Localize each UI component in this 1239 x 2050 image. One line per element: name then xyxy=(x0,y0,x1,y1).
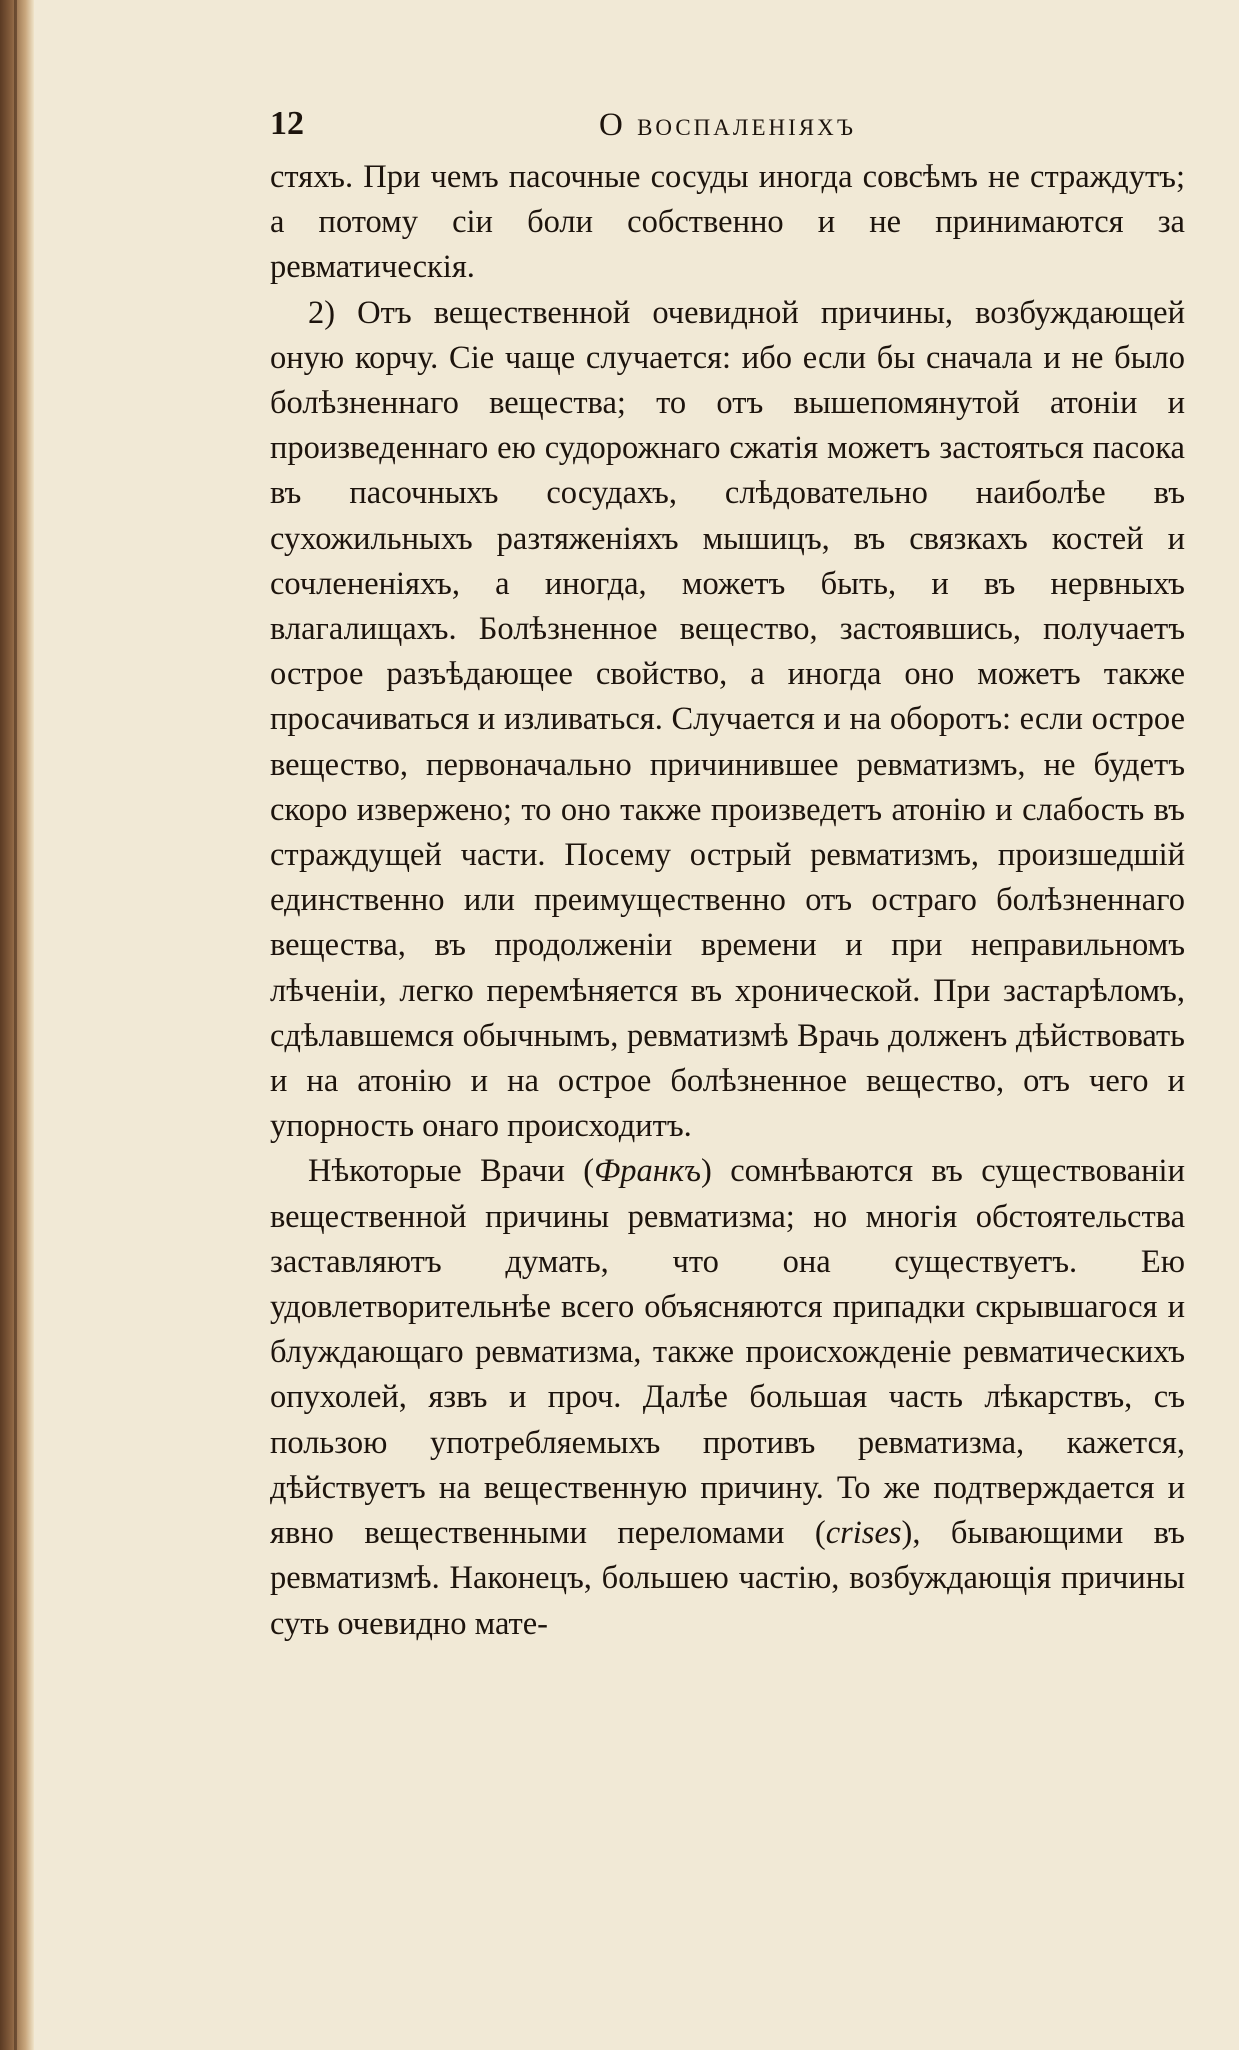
page-number: 12 xyxy=(270,105,304,142)
book-gutter xyxy=(0,0,34,2050)
book-page xyxy=(270,105,1185,1647)
body-text xyxy=(270,155,1185,1647)
paragraph-text: Нѣкоторые Врачи ( xyxy=(308,1153,595,1190)
paragraph-text: ) сомнѣваются въ существованіи вещественной причины ревматизма; но многія обстоятельства заставляютъ думать, что она существуетъ. Ею удовлетворительнѣе всего объясняются припадки скрывшагося и блуждающаго ревматизма, также происхожденіе ревматическихъ опухолей, язвъ и проч. Далѣе большая часть лѣкарствъ, съ пользою употребляемыхъ противъ ревматизма, кажется, дѣйствуетъ на вещественную причину. То же подтверждается и явно вещественными переломами ( xyxy=(270,1153,1185,1552)
paragraph-text: ), бывающими въ ревматизмѣ. Наконецъ, большею частію, возбуждающія причины суть очевидно мате- xyxy=(270,1515,1185,1642)
italic-name: Франкъ xyxy=(594,1153,701,1190)
paragraph-continuation: стяхъ. При чемъ пасочные сосуды иногда совсѣмъ не страждутъ; а потому сіи боли собственно и не принимаются за ревматическія. xyxy=(270,159,1185,286)
paragraph-cause-2: 2) Отъ вещественной очевидной причины, возбуждающей оную корчу. Сіе чаще случается: ибо если бы сначала и не было болѣзненнаго вещества; то отъ вышепомянутой атоніи и произведеннаго ею судорожнаго сжатія можетъ застояться пасока въ пасочныхъ сосудахъ, слѣдовательно наиболѣе въ сухожильныхъ разтяженіяхъ мышицъ, въ связкахъ костей и сочлененіяхъ, а иногда, можетъ быть, и въ нервныхъ влагалищахъ. Болѣзненное вещество, застоявшись, получаетъ острое разъѣдающее свойство, а иногда оно можетъ также просачиваться и изливаться. Случается и на оборотъ: если острое вещество, первоначально причинившее ревматизмъ, не будетъ скоро извержено; то оно также произведетъ атонію и слабость въ страждущей части. Посему острый ревматизмъ, произшедшій единственно или преимущественно отъ остраго болѣзненнаго вещества, въ продолженіи времени и при неправильномъ лѣченіи, легко перемѣняется въ хронической. При застарѣломъ, сдѣлавшемся обычнымъ, ревматизмѣ Врачь долженъ дѣйствовать и на атонію и на острое болѣзненное вещество, отъ чего и упорность онаго происходитъ. xyxy=(270,294,1185,1145)
italic-term: crises xyxy=(825,1515,902,1552)
page-header xyxy=(270,105,1185,155)
paragraph-doubts xyxy=(270,1149,1185,1646)
gutter-shadow xyxy=(14,0,17,2050)
running-title: О воспаленіяхъ xyxy=(599,107,856,143)
